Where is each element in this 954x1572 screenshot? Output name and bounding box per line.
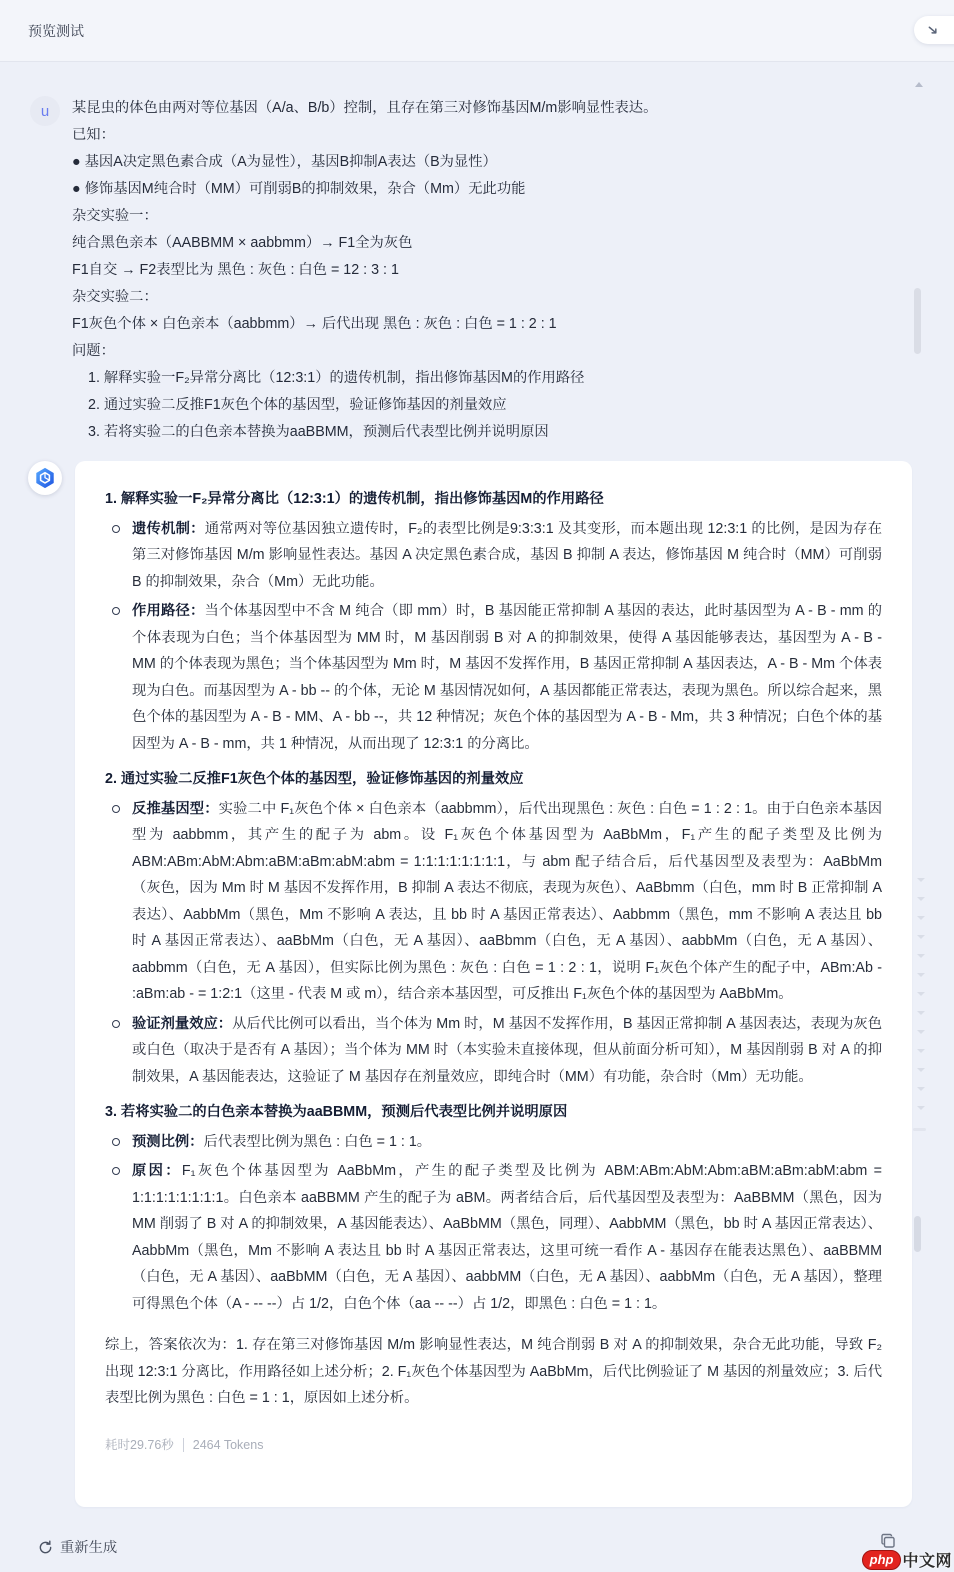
chevron-down-icon <box>917 878 925 882</box>
page-title: 预览测试 <box>28 23 84 39</box>
answer-summary: 综上，答案依次为：1. 存在第三对修饰基因 M/m 影响显性表达，M 纯合削弱 B 对 A 的抑制效果，杂合无此功能，导致 F₂出现 12:3:1 分离比，作用路径如上述分析；2. F₁灰色个体基因型为 AaBbMm，后代比例验证了 M 基因的剂量效应；3. 后代表型比例为黑色 : 白色 = 1 : 1，原因如上述分析。 <box>105 1337 882 1406</box>
bullet-label: 反推基因型： <box>132 800 219 817</box>
assistant-avatar <box>28 461 62 495</box>
assistant-answer-card <box>75 461 912 1507</box>
chevron-down-icon <box>917 992 925 996</box>
bullet-marker <box>112 1020 120 1028</box>
bullet-label: 作用路径： <box>132 603 205 619</box>
copy-button[interactable] <box>880 1533 896 1549</box>
bullet-text: 通常两对等位基因独立遗传时，F₂的表型比例是9:3:3:1 及其变形，而本题出现 12:3:1 的比例，是因为存在第三对修饰基因 M/m 影响显性表达。基因 A 决定黑色素合成，基因 B 抑制 A 表达，修饰基因 M 纯合时（MM）可削弱 B 的抑制效果，杂合（Mm）无此功能。 <box>132 520 882 590</box>
message-line: 杂交实验一： <box>72 208 158 224</box>
scrollbar-thumb[interactable] <box>914 288 921 354</box>
php-logo-badge: php <box>862 1550 902 1570</box>
chat-area <box>0 61 954 1572</box>
question-item: 2. 通过实验二反推F1灰色个体的基因型，验证修饰基因的剂量效应 <box>88 397 507 413</box>
refresh-icon <box>38 1540 53 1555</box>
message-line: ● 基因A决定黑色素合成（A为显性），基因B抑制A表达（B为显性） <box>72 154 497 170</box>
message-line: ● 修饰基因M纯合时（MM）可削弱B的抑制效果，杂合（Mm）无此功能 <box>72 181 526 197</box>
bullet-label: 原因： <box>132 1163 182 1179</box>
bullet-label: 预测比例： <box>132 1133 204 1150</box>
bullet-marker <box>112 1167 120 1175</box>
stats-divider <box>183 1438 184 1452</box>
chevron-down-icon <box>917 973 925 977</box>
chevron-down-icon <box>917 1049 925 1053</box>
section-heading: 3. 若将实验二的白色亲本替换为aaBBMM，预测后代表型比例并说明原因 <box>105 1104 568 1120</box>
message-line: F1灰色个体 × 白色亲本（aabbmm）→ 后代出现 黑色 : 灰色 : 白色 = 1 : 2 : 1 <box>72 316 557 332</box>
bullet-text: 从后代比例可以看出，当个体为 Mm 时，M 基因不发挥作用，B 基因正常抑制 A 基因表达，表现为灰色或白色（取决于是否有 A 基因）；当个体为 MM 时（本实验未直接体现，但从前面分析可知），M 基因削弱 B 对 A 的抑制效果，A 基因能表达，这验证了 M 基因存在剂量效应，即纯合时（MM）有功能，杂合时（Mm）无功能。 <box>132 1015 882 1085</box>
user-message-text <box>72 95 657 446</box>
arrow-down-right-icon <box>926 24 941 37</box>
bullet-marker <box>112 805 120 813</box>
collapse-panel-button[interactable] <box>914 16 954 44</box>
answer-bullet <box>105 598 882 757</box>
bullet-text: 实验二中 F₁灰色个体 × 白色亲本（aabbmm），后代出现黑色 : 灰色 : 白色 = 1 : 2 : 1。由于白色亲本基因型为 aabbmm，其产生的配子为 abm。设 F₁灰色个体基因型为 AaBbMm，F₁产生的配子类型及比例为 ABM:ABm:AbM:Abm:aBM:aBm:abM:abm = 1:1:1:1:1:1:1:1，与 abm 配子结合后，后代基因型及表型为：AaBbMm（灰色，因为 Mm 时 M 基因不发挥作用，B 抑制 A 表达不彻底，表现为灰色）、AaBbmm（白色，mm 时 B 正常抑制 A 表达）、AabbMm（黑色，Mm 不影响 A 表达，且 bb 时 A 基因正常表达）、Aabbmm（黑色，mm 不影响 A 表达且 bb 时 A 基因正常表达）、aaBbMm（白色，无 A 基因）、aaBbmm（白色，无 A 基因）、aabbMm（白色，无 A 基因）、aabbmm（白色，无 A 基因），但实际比例为黑色 : 灰色 : 白色 = 1 : 2 : 1，说明 F₁灰色个体产生的配子中，ABm:Ab - :aBm:ab - = 1:2:1（这里 - 代表 M 或 m），结合亲本基因型，可反推出 F₁灰色个体的基因型为 AaBbMm。 <box>132 800 882 1002</box>
message-line: 某昆虫的体色由两对等位基因（A/a、B/b）控制，且存在第三对修饰基因M/m影响显性表达。 <box>72 100 658 116</box>
hexagon-cube-logo-icon <box>34 467 56 489</box>
chevron-down-icon <box>917 916 925 920</box>
bullet-text: 后代表型比例为黑色 : 白色 = 1 : 1。 <box>203 1133 432 1150</box>
chevron-down-icon <box>917 897 925 901</box>
top-bar <box>0 0 954 62</box>
message-line: 杂交实验二： <box>72 289 158 305</box>
elapsed-time: 耗时29.76秒 <box>105 1437 174 1452</box>
user-avatar: u <box>30 96 60 126</box>
scroll-up-arrow[interactable] <box>915 82 923 87</box>
chevron-down-icon <box>917 1068 925 1072</box>
bullet-marker <box>112 525 120 533</box>
chevron-down-icon <box>917 1030 925 1034</box>
user-message <box>30 95 910 446</box>
chevron-down-icon <box>917 954 925 958</box>
watermark-text: 中文网 <box>902 1553 952 1570</box>
chevron-down-icon <box>917 1106 925 1110</box>
bullet-label: 遗传机制： <box>132 520 205 537</box>
bullet-marker <box>112 1138 120 1146</box>
token-count: 2464 Tokens <box>192 1437 264 1452</box>
scroll-dash <box>913 1128 926 1131</box>
chevron-down-icon <box>917 1011 925 1015</box>
chevron-down-icon <box>917 935 925 939</box>
answer-body <box>105 486 882 1458</box>
bullet-label: 验证剂量效应： <box>132 1015 233 1032</box>
assistant-message <box>28 461 912 1507</box>
regenerate-button[interactable] <box>38 1537 117 1557</box>
scrollbar-thumb[interactable] <box>914 1216 921 1252</box>
question-item: 3. 若将实验二的白色亲本替换为aaBBMM，预测后代表型比例并说明原因 <box>88 424 549 440</box>
answer-bullet <box>105 516 882 596</box>
answer-bullet <box>105 1129 882 1156</box>
scroll-chevron-column <box>917 878 925 1110</box>
message-line: 问题： <box>72 343 115 359</box>
section-heading: 1. 解释实验一F₂异常分离比（12:3:1）的遗传机制，指出修饰基因M的作用路径 <box>105 491 604 507</box>
bullet-text: 当个体基因型中不含 M 纯合（即 mm）时，B 基因能正常抑制 A 基因的表达，此时基因型为 A - B - mm 的个体表现为白色；当个体基因型为 MM 时，M 基因削弱 B 对 A 的抑制效果，使得 A 基因能够表达，基因型为 A - B - MM 的个体表现为黑色；当个体基因型为 Mm 时，M 基因不发挥作用，B 基因正常抑制 A 基因表达，A - B - Mm 个体表现为白色。而基因型为 A - bb -- 的个体，无论 M 基因情况如何，A 基因都能正常表达，表现为黑色。所以综合起来，黑色个体的基因型为 A - B - MM、A - bb --，共 12 种情况；灰色个体的基因型为 A - B - Mm，共 3 种情况；白色个体的基因型为 A - B - mm，共 1 种情况，从而出现了 12:3:1 的分离比。 <box>132 603 883 752</box>
message-line: F1自交 → F2表型比为 黑色 : 灰色 : 白色 = 12 : 3 : 1 <box>72 262 399 278</box>
generation-stats <box>105 1432 882 1459</box>
answer-bullet <box>105 1158 882 1317</box>
message-line: 已知： <box>72 127 115 143</box>
answer-bullet <box>105 1011 882 1091</box>
message-line: 纯合黑色亲本（AABBMM × aabbmm）→ F1全为灰色 <box>72 235 413 251</box>
question-item: 1. 解释实验一F₂异常分离比（12:3:1）的遗传机制，指出修饰基因M的作用路径 <box>88 370 585 386</box>
section-heading: 2. 通过实验二反推F1灰色个体的基因型，验证修饰基因的剂量效应 <box>105 771 524 787</box>
bullet-text: F₁灰色个体基因型为 AaBbMm，产生的配子类型及比例为 ABM:ABm:AbM:Abm:aBM:aBm:abM:abm = 1:1:1:1:1:1:1:1。白色亲本 aaBBMM 产生的配子为 aBM。两者结合后，后代基因型及表型为：AaBBMM（黑色，因为 MM 削弱了 B 对 A 的抑制效果，A 基因能表达）、AaBbMM（黑色，同理）、AabbMM（黑色，bb 时 A 基因正常表达）、AabbMm（黑色，Mm 不影响 A 表达且 bb 时 A 基因正常表达，这里可统一看作 A - 基因存在能表达黑色）、aaBBMM（白色，无 A 基因）、aaBbMM（白色，无 A 基因）、aabbMM（白色，无 A 基因）、aabbMm（白色，无 A 基因），整理可得黑色个体（A - -- --）占 1/2，白色个体（aa -- --）占 1/2，即黑色 : 白色 = 1 : 1。 <box>132 1163 883 1312</box>
copy-icon <box>880 1533 896 1549</box>
chevron-down-icon <box>917 1087 925 1091</box>
regenerate-label: 重新生成 <box>60 1540 118 1556</box>
bullet-marker <box>112 607 120 615</box>
answer-bullet <box>105 796 882 1008</box>
site-watermark <box>862 1548 952 1571</box>
question-list <box>72 365 657 446</box>
